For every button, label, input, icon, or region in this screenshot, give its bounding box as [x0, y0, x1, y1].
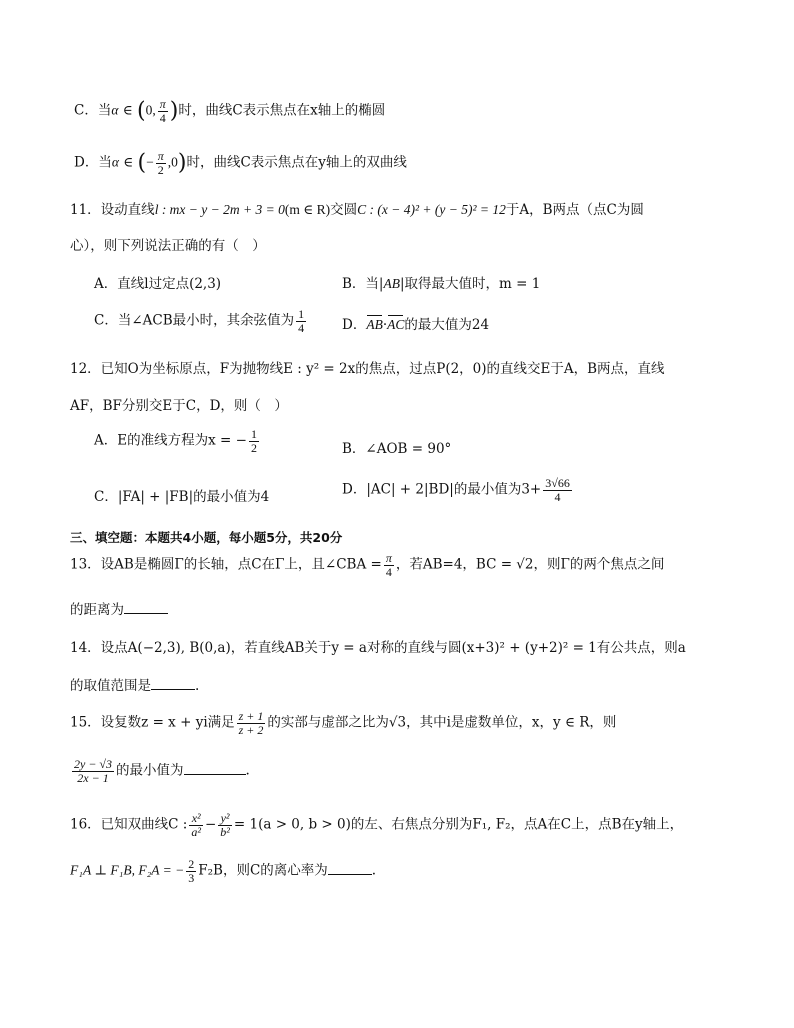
section-3-heading: 三、填空题：本题共4小题，每小题5分，共20分 — [70, 530, 343, 545]
q13-line2 — [70, 598, 794, 618]
q15-expression-fraction — [72, 758, 114, 784]
q11-c-text: C．当∠ACB最小时，其余弦值为 — [94, 312, 295, 329]
q16-y2-b2-fraction — [218, 812, 232, 838]
q11-b-ab: AB — [383, 276, 400, 291]
one-half-fraction — [249, 428, 259, 454]
q11-b-label: B．当| — [342, 276, 384, 292]
q13-text-a: 13．设AB是椭圆Γ的长轴，点C在Γ上，且∠CBA = — [70, 556, 382, 573]
two-thirds-fraction — [186, 858, 196, 884]
q11-d-text: 的最大值为24 — [404, 317, 490, 333]
q16-text-c: F₂B，则C的离心率为 — [198, 862, 328, 879]
q11-option-a: A．直线l过定点(2,3) — [94, 276, 222, 292]
q11-number: 11．设动直线 — [70, 202, 155, 218]
q11-circle-equation: C : (x − 4)² + (y − 5)² = 12 — [357, 202, 506, 217]
q14-period: . — [195, 678, 200, 694]
q16-f2-den: b² — [220, 824, 230, 839]
q13-answer-blank[interactable] — [124, 613, 168, 614]
q11-stem-line1 — [70, 198, 794, 218]
q14-line2 — [70, 674, 794, 694]
q12-d-num: 3√66 — [545, 476, 570, 490]
q12-stem-line2: AF，BF分别交E于C，D，则（ ） — [70, 398, 288, 414]
pi-over-4-fraction: $\frac{\pi}{4}$ — [159, 97, 166, 125]
q16-frac-den: 3 — [188, 870, 195, 885]
q10-c-text: 时，曲线C表示焦点在x轴上的椭圆 — [178, 102, 386, 119]
vector-ac: AC — [387, 317, 405, 332]
q11-line-equation: l : mx − y − 2m + 3 = 0 — [154, 202, 285, 217]
q16-f1-num: x² — [189, 812, 203, 826]
q15-den: z + 2 — [238, 722, 264, 737]
q13-line1 — [70, 552, 794, 578]
q12-d-den: 4 — [554, 489, 561, 504]
q16-line1 — [70, 812, 794, 838]
q11-c-num: 1 — [298, 307, 305, 321]
q13-num: π — [385, 551, 392, 565]
q15-period: . — [245, 762, 250, 779]
q11-option-d — [342, 313, 794, 333]
q12-a-text: A．E的准线方程为x = − — [94, 432, 247, 449]
q15-line1 — [70, 710, 794, 736]
q10-option-d: D．当α ∈ (− $\frac{\pi}{2}$ ,0)时，曲线C表示焦点在y轴上的双曲线 — [74, 149, 407, 177]
one-quarter-fraction — [296, 308, 306, 334]
q16-text-b: = 1(a > 0, b > 0)的左、右焦点分别为F₁, F₂，点A在C上，点B在y轴上， — [233, 816, 684, 833]
q16-f2-num: y² — [218, 812, 232, 826]
q16-period: . — [371, 862, 377, 879]
q15-den2: 2x − 1 — [77, 770, 109, 785]
q16-frac-num: 2 — [188, 857, 195, 871]
q16-x2-a2-fraction — [189, 812, 203, 838]
q12-stem-line1: 12．已知O为坐标原点，F为抛物线E : y² = 2x的焦点，过点P(2，0)的直线交E于A，B两点，直线 — [70, 361, 665, 377]
neg-pi-over-2-fraction: $\frac{\pi}{2}$ — [157, 149, 164, 177]
q12-option-d — [342, 477, 794, 503]
q11-condition: (m ∈ R) — [284, 202, 331, 217]
q10-option-c: C．当α ∈ (0, $\frac{\pi}{4}$ )时，曲线C表示焦点在x轴上的椭圆 — [74, 97, 386, 125]
q10-d-label: D．当 — [74, 154, 112, 171]
q15-z-fraction — [237, 710, 266, 736]
q11-text-b: 交圆 — [330, 202, 358, 218]
root66-fraction — [543, 477, 572, 503]
q12-option-c: C．|FA| + |FB|的最小值为4 — [94, 489, 270, 505]
dot-product-sign: · — [382, 317, 388, 333]
q14-answer-blank[interactable] — [151, 689, 195, 690]
q11-d-label: D． — [342, 317, 367, 333]
vector-ab: AB — [366, 317, 383, 332]
q16-vector-relation: F₁A ⊥ F₁B, F₂A = − — [70, 862, 185, 878]
q15-num2: 2y − √3 — [74, 757, 113, 771]
q15-text-c: 的最小值为 — [116, 762, 184, 779]
q16-text-a: 16．已知双曲线C : — [70, 816, 188, 833]
q13-pi-over-4-fraction — [384, 552, 394, 578]
q11-option-b — [342, 272, 794, 292]
q13-text-b: ，若AB=4，BC = √2，则Γ的两个焦点之间 — [395, 556, 665, 573]
q14-text-b: 的取值范围是 — [70, 678, 151, 694]
q13-den: 4 — [385, 564, 392, 579]
q16-minus: − — [204, 816, 217, 833]
q10-d-text: 时，曲线C表示焦点在y轴上的双曲线 — [186, 154, 407, 171]
q16-answer-blank[interactable] — [328, 874, 372, 875]
q11-c-den: 4 — [298, 320, 305, 335]
q15-line2 — [70, 758, 794, 784]
q15-text-a: 15．设复数z = x + yi满足 — [70, 714, 235, 731]
q14-line1: 14．设点A(−2,3), B(0,a)，若直线AB关于y = a对称的直线与圆(x+3)² + (y+2)² = 1有公共点，则a — [70, 640, 686, 656]
q16-line2 — [70, 858, 794, 884]
q16-f1-den: a² — [191, 824, 201, 839]
q12-option-b: B．∠AOB = 90° — [342, 441, 452, 457]
q11-stem-line2: 心），则下列说法正确的有（ ） — [70, 238, 266, 254]
q12-a-num: 1 — [250, 427, 257, 441]
q12-a-den: 2 — [250, 440, 257, 455]
q11-text-c: 于A，B两点（点C为圆 — [505, 202, 644, 218]
q12-d-text: D．|AC| + 2|BD|的最小值为3+ — [342, 481, 542, 498]
q15-num: z + 1 — [238, 709, 264, 723]
q15-answer-blank[interactable] — [184, 774, 246, 775]
q11-b-text: |取得最大值时，m = 1 — [399, 276, 541, 292]
q15-text-b: 的实部与虚部之比为√3，其中i是虚数单位，x，y ∈ R，则 — [267, 714, 617, 731]
q13-text-c: 的距离为 — [70, 602, 124, 618]
q10-c-label: C．当 — [74, 102, 112, 119]
